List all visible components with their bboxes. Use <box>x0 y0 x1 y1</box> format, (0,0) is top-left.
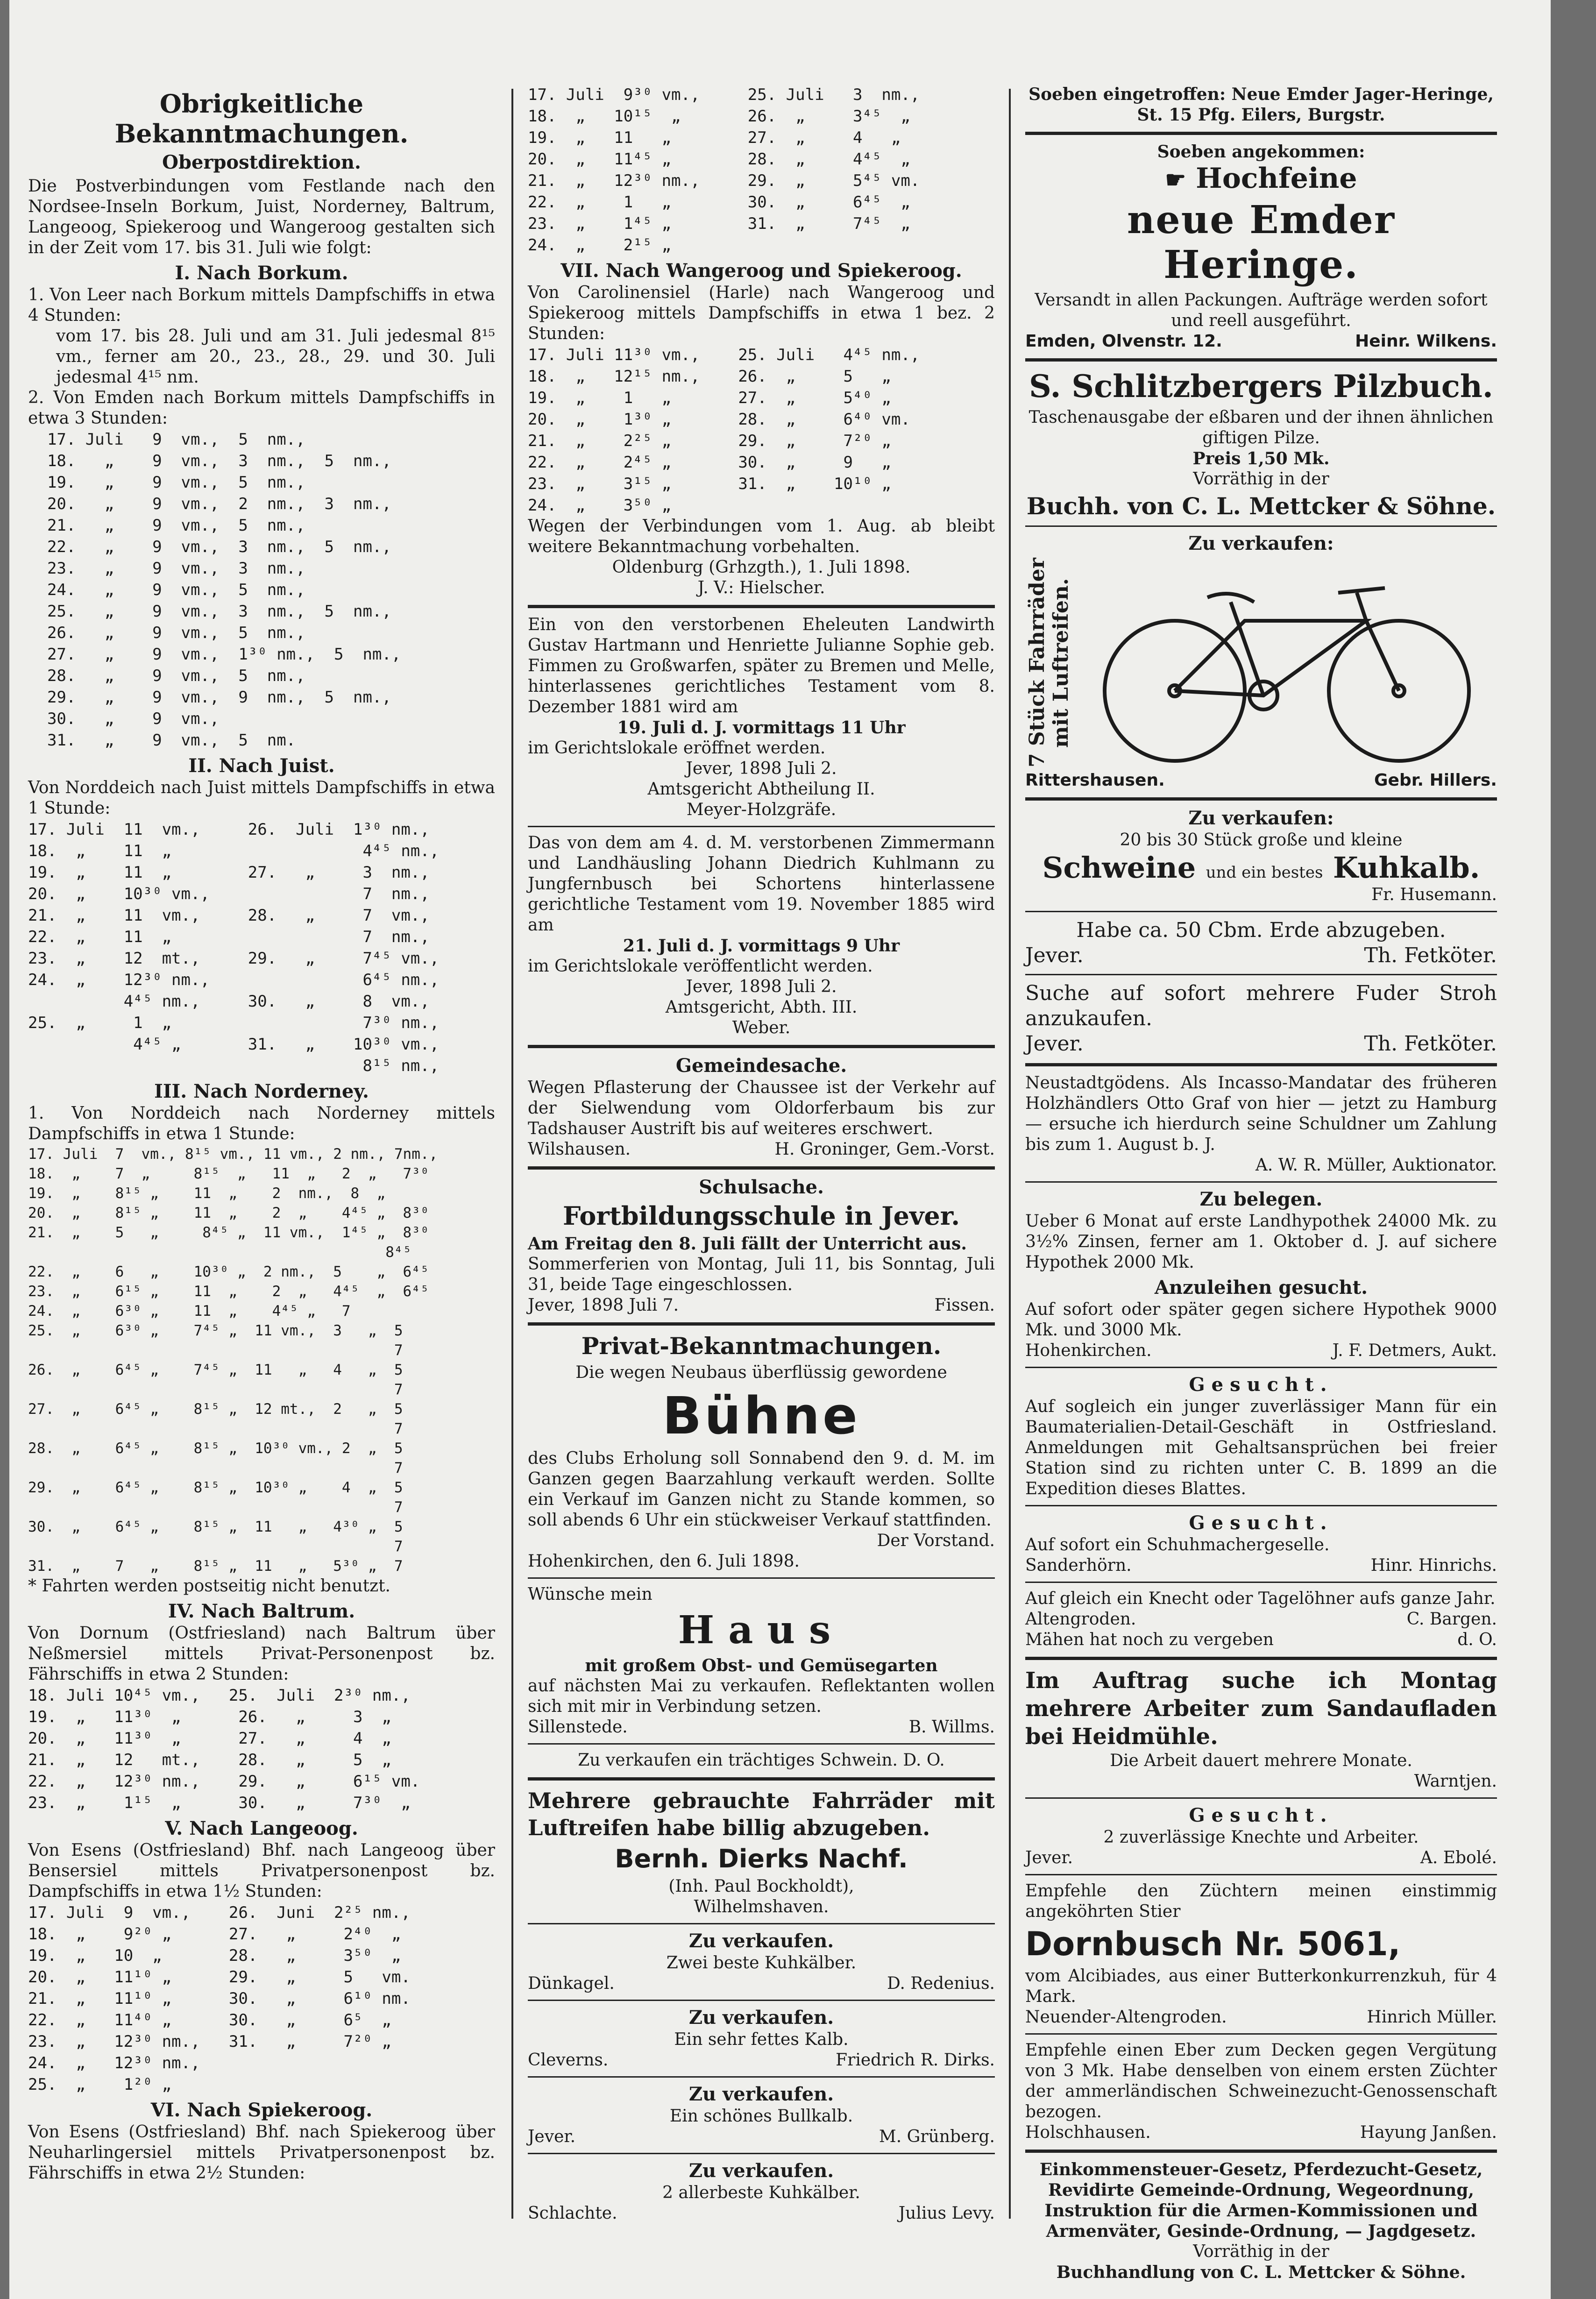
signature: Meyer-Holzgräfe. <box>686 800 837 819</box>
ad-headline: S. Schlitzbergers Pilzbuch. <box>1029 368 1493 404</box>
ad-text: Im Auftrag suche ich Montag mehrere Arbeiter zum Sandaufladen bei Heidmühle. <box>1025 1667 1497 1750</box>
route-text: Von Norddeich nach Juist mittels Dampfschiffs in etwa 1 Stunde: <box>28 778 495 818</box>
signature-row <box>528 2127 995 2147</box>
firm-owner: (Inh. Paul Bockholdt), <box>668 1877 854 1896</box>
signature-row <box>528 1717 995 1738</box>
signature-row <box>1025 331 1497 352</box>
ad-text: Taschenausgabe der eßbaren und der ihnen ähnlichen giftigen Pilze. <box>1029 408 1494 447</box>
route-text: Von Esens (Ostfriesland) Bhf. nach Langeoog über Bensersiel mittels Privatpersonenpost bz. Dampfschiffs in etwa 1½ Stunden: <box>28 1841 495 1901</box>
bicycle-ad <box>1025 555 1497 770</box>
court: Amtsgericht, Abth. III. <box>665 998 858 1017</box>
route-heading: V. Nach Langeoog. <box>165 1817 358 1839</box>
signature: Fr. Husemann. <box>1371 885 1497 904</box>
ad-text: 20 bis 30 Stück große und kleine <box>1120 830 1403 850</box>
ad-text: 2 allerbeste Kuhkälber. <box>662 2183 860 2202</box>
place: Neuender-Altengroden. <box>1025 2008 1227 2027</box>
notice-text: Ein von den verstorbenen Eheleuten Landwirth Gustav Hartmann und Henriette Julianne Sophie geb. Fimmen zu Großwarfen, später zu Bremen und Melle, hinterlassenes gerichtliches Testament vom 8. Dezember 1881 wird am <box>528 615 995 717</box>
ad-text: Die Arbeit dauert mehrere Monate. <box>1110 1751 1412 1770</box>
signature-row <box>528 2203 995 2224</box>
divider <box>528 1777 995 1781</box>
route-heading: III. Nach Norderney. <box>154 1080 369 1102</box>
divider <box>528 1923 995 1924</box>
signature: B. Willms. <box>908 1717 995 1737</box>
divider <box>528 1322 995 1326</box>
route-text: 1. Von Norddeich nach Norderney mittels Dampfschiffs in etwa 1 Stunde: <box>28 1104 495 1143</box>
divider <box>528 1577 995 1579</box>
notice-text: Sommerferien von Montag, Juli 11, bis Sonntag, Juli 31, beide Tage eingeschlossen. <box>528 1255 995 1294</box>
ad-heading: Zu verkaufen. <box>688 1930 834 1952</box>
ad-text: Habe ca. 50 Cbm. Erde abzugeben. <box>1076 918 1446 942</box>
ad-text: und ein bestes <box>1206 863 1323 882</box>
divider <box>1025 911 1497 912</box>
route-text: 1. Von Leer nach Borkum mittels Dampfschiffs in etwa 4 Stunden: <box>28 285 495 325</box>
place: Emden, Olvenstr. 12. <box>1025 332 1222 351</box>
divider <box>1025 132 1497 135</box>
schedule-table: 18. Juli 10⁴⁵ vm., 25. Juli 2³⁰ nm., 19. „ 11³⁰ „ 26. „ 3 „ 20. „ 11³⁰ „ 27. „ 4 „ 21. „ 12 mt., 28. „ 5 „ 22. „ 12³⁰ nm., 29. „ 6¹⁵ vm. 23. „ 1¹⁵ „ 30. „ 7³⁰ „ <box>28 1686 420 1812</box>
place-date: Jever, 1898 Juli 2. <box>686 977 837 996</box>
signature-row <box>1025 1031 1497 1057</box>
firm-name: Buchh. von C. L. Mettcker & Söhne. <box>1026 492 1496 520</box>
signature: Heinr. Wilkens. <box>1355 332 1497 351</box>
route-text: 2. Von Emden nach Borkum mittels Dampfschiffs in etwa 3 Stunden: <box>28 388 495 428</box>
place: Hohenkirchen. <box>1025 1341 1152 1360</box>
route-text: Von Carolinensiel (Harle) nach Wangeroog und Spiekeroog mittels Dampfschiffs in etwa 1 bez. 2 Stunden: <box>528 283 995 343</box>
notice-date: 19. Juli d. J. vormittags 11 Uhr <box>617 718 906 738</box>
place: Rittershausen. <box>1025 771 1165 790</box>
place: Jever. <box>1025 1032 1084 1056</box>
schedule-table: 17. Juli 9 vm., 5 nm., 18. „ 9 vm., 3 nm., 5 nm., 19. „ 9 vm., 5 nm., 20. „ 9 vm., 2 nm., 3 nm., 21. „ 9 vm., 5 nm., 22. „ 9 vm., 3 nm., 5 nm., 23. „ 9 vm., 3 nm., 24. „ 9 vm., 5 nm., 25. „ 9 vm., 3 nm., 5 nm., 26. „ 9 vm., 5 nm., 27. „ 9 vm., 1³⁰ nm., 5 nm., 28. „ 9 vm., 5 nm., 29. „ 9 vm., 9 nm., 5 nm., 30. „ 9 vm., 31. „ 9 vm., 5 nm. <box>47 430 401 750</box>
divider <box>528 2076 995 2078</box>
ad-text: Zu verkaufen ein trächtiges Schwein. D. O. <box>578 1751 945 1770</box>
schedule-table: 17. Juli 9 vm., 26. Juni 2²⁵ nm., 18. „ 9²⁰ „ 27. „ 2⁴⁰ „ 19. „ 10 „ 28. „ 3⁵⁰ „ 20. „ 11¹⁰ „ 29. „ 5 vm. 21. „ 11¹⁰ „ 30. „ 6¹⁰ nm. 22. „ 11⁴⁰ „ 30. „ 6⁵ „ 23. „ 12³⁰ nm., 31. „ 7²⁰ „ 24. „ 12³⁰ nm., 25. „ 1²⁰ „ <box>28 1903 411 2094</box>
route-heading: VI. Nach Spiekeroog. <box>150 2099 373 2121</box>
signature: J. V.: Hielscher. <box>697 578 825 597</box>
ad-text: Zwei beste Kuhkälber. <box>666 1953 857 1973</box>
ad-headline: neue Emder Heringe. <box>1127 198 1396 287</box>
place: Sillenstede. <box>528 1717 628 1737</box>
divider <box>1025 1181 1497 1183</box>
divider <box>528 1743 995 1745</box>
schedule-table: 17. Juli 11³⁰ vm., 25. Juli 4⁴⁵ nm., 18. „ 12¹⁵ nm., 26. „ 5 „ 19. „ 1 „ 27. „ 5⁴⁰ „ 20. „ 1³⁰ „ 28. „ 6⁴⁰ vm. 21. „ 2²⁵ „ 29. „ 7²⁰ „ 22. „ 2⁴⁵ „ 30. „ 9 „ 23. „ 3¹⁵ „ 31. „ 10¹⁰ „ 24. „ 3⁵⁰ „ <box>528 346 920 515</box>
notice-text: Das von dem am 4. d. M. verstorbenen Zimmermann und Landhäusling Johann Diedrich Kuhlmann zu Jungfernbusch bei Schortens hinterlassene gerichtliche Testament vom 19. November 1885 wird am <box>528 833 995 935</box>
signature: H. Groninger, Gem.-Vorst. <box>774 1140 995 1159</box>
ad-text: Mähen hat noch zu vergeben <box>1025 1630 1274 1649</box>
signature: Julius Levy. <box>898 2204 995 2223</box>
ad-text: Auf sogleich ein junger zuverlässiger Mann für ein Baumaterialien-Detail-Geschäft in Ostfriesland. Anmeldungen mit Gehaltsansprüchen bei freier Station sind zu richten unter C. B. 1899 an die Expedition dieses Blattes. <box>1025 1397 1497 1498</box>
route-heading: I. Nach Borkum. <box>175 262 348 284</box>
ad-heading: Gesucht. <box>1189 1512 1334 1534</box>
divider <box>1025 2150 1497 2153</box>
signature: D. Redenius. <box>887 1974 995 1993</box>
notice-text: Am Freitag den 8. Juli fällt der Unterricht aus. <box>528 1234 967 1254</box>
ad-heading: Gesucht. <box>1189 1374 1334 1396</box>
ad-heading: Zu verkaufen. <box>688 2007 834 2029</box>
ad-headline-row <box>1025 851 1497 885</box>
divider <box>528 2000 995 2001</box>
ad-text: vom Alcibiades, aus einer Butterkonkurrenzkuh, für 4 Mark. <box>1025 1966 1497 2006</box>
notice-text: im Gerichtslokale veröffentlicht werden. <box>528 957 873 976</box>
signature-row <box>1025 770 1497 791</box>
place: Cleverns. <box>528 2051 609 2070</box>
court: Amtsgericht Abtheilung II. <box>647 780 875 799</box>
school-heading: Fortbildungsschule in Jever. <box>563 1201 960 1231</box>
divider <box>1025 1505 1497 1506</box>
ad-text: auf nächsten Mai zu verkaufen. Reflektanten wollen sich mit mir in Verbindung setzen. <box>528 1676 995 1716</box>
place: Jever. <box>1025 1848 1073 1867</box>
ad-headline: Bühne <box>662 1386 860 1446</box>
place: Holschhausen. <box>1025 2123 1151 2142</box>
signature: J. F. Detmers, Aukt. <box>1332 1341 1497 1360</box>
route-heading: IV. Nach Baltrum. <box>168 1600 355 1622</box>
signature: Der Vorstand. <box>877 1531 995 1550</box>
route-times: vom 17. bis 28. Juli und am 31. Juli jedesmal 8¹⁵ vm., ferner am 20., 23., 28., 29. und 30. Juli jedesmal 4¹⁵ nm. <box>56 326 495 387</box>
ad-text: Vorräthig in der <box>1193 2242 1329 2261</box>
signature: A. Ebolé. <box>1420 1848 1497 1867</box>
firm-name: Bernh. Dierks Nachf. <box>615 1844 908 1873</box>
intro-text: Die Postverbindungen vom Festlande nach den Nordsee-Inseln Borkum, Juist, Norderney, Baltrum, Langeoog, Spiekeroog und Wangeroog gestalten sich in der Zeit vom 17. bis 31. Juli wie folgt: <box>28 177 495 257</box>
ad-heading: Zu verkaufen: <box>1188 807 1334 829</box>
signature-row <box>528 2050 995 2071</box>
divider <box>528 2153 995 2154</box>
divider <box>1025 2033 1497 2035</box>
column-rule-1 <box>511 89 513 2219</box>
place: Dünkagel. <box>528 1974 615 1993</box>
authority-heading: Oberpostdirektion. <box>162 151 361 173</box>
ad-text: Empfehle den Züchtern meinen einstimmig angeköhrten Stier <box>1025 1881 1497 1921</box>
signature: M. Grünberg. <box>879 2127 995 2146</box>
ad-text: Soeben angekommen: <box>1157 142 1365 162</box>
ad-heading: Zu belegen. <box>1199 1188 1323 1210</box>
route-heading: VII. Nach Wangeroog und Spiekeroog. <box>560 260 962 282</box>
notice-heading: Schulsache. <box>699 1176 824 1198</box>
signature: Friedrich R. Dirks. <box>836 2051 995 2070</box>
ad-headline-row <box>1025 162 1497 195</box>
ad-text: Ueber 6 Monat auf erste Landhypothek 24000 Mk. zu 3½% Zinsen, ferner am 1. Oktober d. J. auf sichere Hypothek 2000 Mk. <box>1025 1212 1497 1272</box>
signature-row <box>528 1139 995 1160</box>
ad-headline: Dornbusch Nr. 5061, <box>1025 1925 1401 1963</box>
divider <box>1025 358 1497 362</box>
divider <box>528 605 995 608</box>
place: Sanderhörn. <box>1025 1556 1132 1575</box>
ad-heading: Gesucht. <box>1189 1804 1334 1826</box>
place-date: Jever, 1898 Juli 7. <box>528 1296 679 1315</box>
place: Jever. <box>528 2127 576 2146</box>
signature-row <box>1025 1341 1497 1361</box>
signature: Weber. <box>732 1018 791 1037</box>
divider <box>1025 1367 1497 1368</box>
schedule-table: 17. Juli 7 vm., 8¹⁵ vm., 11 vm., 2 nm., 7nm., 18. „ 7 „ 8¹⁵ „ 11 „ 2 „ 7³⁰ 19. „ 8¹⁵ „ 11 „ 2 nm., 8 „ 20. „ 8¹⁵ „ 11 „ 2 „ 4⁴⁵ „ 8³⁰ 21. „ 5 „ 8⁴⁵ „ 11 vm., 1⁴⁵ „ 8³⁰ 8⁴⁵ 22. „ 6 „ 10³⁰ „ 2 nm., 5 „ 6⁴⁵ 23. „ 6¹⁵ „ 11 „ 2 „ 4⁴⁵ „ 6⁴⁵ 24. „ 6³⁰ „ 11 „ 4⁴⁵ „ 7 25. „ 6³⁰ „ 7⁴⁵ „ 11 vm., 3 „ 5 7 26. „ 6⁴⁵ „ 7⁴⁵ „ 11 „ 4 „ 5 7 27. „ 6⁴⁵ „ 8¹⁵ „ 12 mt., 2 „ 5 7 28. „ 6⁴⁵ „ 8¹⁵ „ 10³⁰ vm., 2 „ 5 7 29. „ 6⁴⁵ „ 8¹⁵ „ 10³⁰ „ 4 „ 5 7 30. „ 6⁴⁵ „ 8¹⁵ „ 11 „ 4³⁰ „ 5 7 31. „ 7 „ 8¹⁵ „ 11 „ 5³⁰ „ 7 <box>28 1146 438 1575</box>
ad-heading: Zu verkaufen. <box>688 2160 834 2182</box>
schedule-table: 17. Juli 11 vm., 26. Juli 1³⁰ nm., 18. „ 11 „ 4⁴⁵ nm., 19. „ 11 „ 27. „ 3 nm., 20. „ 10³⁰ vm., 7 nm., 21. „ 11 vm., 28. „ 7 vm., 22. „ 11 „ 7 nm., 23. „ 12 mt., 29. „ 7⁴⁵ vm., 24. „ 12³⁰ nm., 6⁴⁵ nm., 4⁴⁵ nm., 30. „ 8 vm., 25. „ 1 „ 7³⁰ nm., 4⁴⁵ „ 31. „ 10³⁰ vm., 8¹⁵ nm., <box>28 820 440 1075</box>
column-official-notices <box>28 84 495 2256</box>
newspaper-page <box>9 0 1551 2299</box>
place: Wilshausen. <box>528 1140 631 1159</box>
price: Preis 1,50 Mk. <box>1192 449 1330 468</box>
divider <box>1025 525 1497 527</box>
divider <box>528 1045 995 1048</box>
column-advertisements <box>1025 84 1497 2282</box>
divider <box>1025 974 1497 975</box>
place-date: Jever, 1898 Juli 2. <box>686 759 837 778</box>
ad-text: Einkommensteuer-Gesetz, Pferdezucht-Gesetz, Revidirte Gemeinde-Ordnung, Wegeordnung, Instruktion für die Armen-Kommissionen und Armenväter, Gesinde-Ordnung, — Jagdgesetz. <box>1039 2160 1483 2241</box>
column-notices-ads <box>528 84 995 2256</box>
signature-row <box>528 1973 995 1994</box>
signature: d. O. <box>1457 1630 1497 1649</box>
ad-text: Auf gleich ein Knecht oder Tagelöhner aufs ganze Jahr. <box>1025 1589 1496 1608</box>
place: Jever. <box>1025 944 1084 967</box>
ad-text: Ein schönes Bullkalb. <box>669 2107 853 2126</box>
ad-text: Empfehle einen Eber zum Decken gegen Vergütung von 3 Mk. Habe denselben von einem ersten Züchter der ammerländischen Schweinezucht-Genossenschaft bezogen. <box>1025 2041 1497 2122</box>
ad-headline: Haus <box>678 1608 845 1653</box>
route-text: Von Esens (Ostfriesland) Bhf. nach Spiekeroog über Neuharlingersiel mittels Privatpersonenpost bz. Fährschiffs in etwa 2½ Stunden: <box>28 2122 495 2183</box>
signature-row <box>1025 943 1497 968</box>
ad-text: Soeben eingetroffen: Neue Emder Jager-Heringe, St. 15 Pfg. Eilers, Burgstr. <box>1029 85 1494 125</box>
place: Altengroden. <box>1025 1610 1136 1629</box>
signature: Th. Fetköter. <box>1364 944 1497 967</box>
notice-date: 21. Juli d. J. vormittags 9 Uhr <box>623 936 900 956</box>
ad-text: Vorräthig in der <box>1193 469 1329 489</box>
ad-text: Suche auf sofort mehrere Fuder Stroh anzukaufen. <box>1025 981 1497 1030</box>
signature: Fissen. <box>934 1296 995 1315</box>
signature-row <box>1025 1555 1497 1576</box>
ad-text: Versandt in allen Packungen. Aufträge werden sofort und reell ausgeführt. <box>1035 291 1488 330</box>
ad-heading: Zu verkaufen. <box>688 2083 834 2105</box>
signature: Th. Fetköter. <box>1364 1032 1497 1056</box>
divider <box>1025 1874 1497 1875</box>
place: Wilhelmshaven. <box>694 1897 829 1916</box>
notice-text: im Gerichtslokale eröffnet werden. <box>528 738 826 758</box>
divider <box>1025 797 1497 801</box>
schedule-table: 17. Juli 9³⁰ vm., 25. Juli 3 nm., 18. „ 10¹⁵ „ 26. „ 3⁴⁵ „ 19. „ 11 „ 27. „ 4 „ 20. „ 11⁴⁵ „ 28. „ 4⁴⁵ „ 21. „ 12³⁰ nm., 29. „ 5⁴⁵ vm. 22. „ 1 „ 30. „ 6⁴⁵ „ 23. „ 1⁴⁵ „ 31. „ 7⁴⁵ „ 24. „ 2¹⁵ „ <box>528 85 920 255</box>
notice-text: Wegen Pflasterung der Chaussee ist der Verkehr auf der Sielwendung vom Oldorferbaum bis zur Tadshauser Austrift bis auf weiteres erschwert. <box>528 1078 995 1138</box>
signature: Gebr. Hillers. <box>1374 771 1497 790</box>
ad-headline: Kuhkalb. <box>1333 851 1480 885</box>
route-text: Von Dornum (Ostfriesland) nach Baltrum über Neßmersiel mittels Privat-Personenpost bz. Fährschiffs in etwa 2 Stunden: <box>28 1624 495 1684</box>
ad-text: Die wegen Neubaus überflüssig gewordene <box>575 1363 947 1382</box>
ad-text: Auf sofort oder später gegen sichere Hypothek 9000 Mk. und 3000 Mk. <box>1025 1300 1497 1340</box>
ad-text: Mehrere gebrauchte Fahrräder mit Luftreifen habe billig abzugeben. <box>528 1788 995 1840</box>
signature-row <box>1025 1848 1497 1868</box>
schedule-note: * Fahrten werden postseitig nicht benutzt. <box>28 1576 390 1596</box>
ad-text: Ein sehr fettes Kalb. <box>674 2030 849 2049</box>
pointing-hand-icon: ☛ <box>1165 166 1186 193</box>
ad-text: Neustadtgödens. Als Incasso-Mandatar des früheren Holzhändlers Otto Graf von hier — jetzt zu Hamburg — ersuche ich hierdurch seine Schuldner um Zahlung bis zum 1. August b. J. <box>1025 1073 1497 1154</box>
signature: A. W. R. Müller, Auktionator. <box>1255 1156 1497 1175</box>
ad-text: Auf sofort ein Schuhmachergeselle. <box>1025 1535 1330 1554</box>
ad-side-text: 7 Stück Fahrräder mit Luftreifen. <box>1025 558 1073 768</box>
ad-subline: mit großem Obst- und Gemüsegarten <box>585 1656 938 1675</box>
signature-row <box>1025 2122 1497 2143</box>
ad-text: Wünsche mein <box>528 1585 653 1604</box>
place-date: Hohenkirchen, den 6. Juli 1898. <box>528 1552 800 1571</box>
signature: Hayung Janßen. <box>1360 2123 1497 2142</box>
ad-heading: Anzuleihen gesucht. <box>1154 1277 1368 1299</box>
signature: Warntjen. <box>1414 1772 1497 1791</box>
schedule-note: Wegen der Verbindungen vom 1. Aug. ab bleibt weitere Bekanntmachung vorbehalten. <box>528 517 995 556</box>
column-rule-2 <box>1009 89 1011 2219</box>
divider <box>528 826 995 827</box>
bicycle-illustration <box>1077 560 1488 766</box>
signature: Hinr. Hinrichs. <box>1370 1556 1497 1575</box>
signature-row <box>1025 2007 1497 2028</box>
place: Schlachte. <box>528 2204 617 2223</box>
ad-text: 2 zuverlässige Knechte und Arbeiter. <box>1103 1828 1419 1847</box>
route-heading: II. Nach Juist. <box>188 755 335 777</box>
divider <box>528 1166 995 1170</box>
ad-headline: Schweine <box>1042 851 1196 885</box>
signature-row <box>1025 1630 1497 1650</box>
notice-heading: Gemeindesache. <box>675 1055 847 1077</box>
ad-text: des Clubs Erholung soll Sonnabend den 9. d. M. im Ganzen gegen Baarzahlung verkauft werden. Sollte ein Verkauf im Ganzen nicht zu Stande kommen, so soll abends 6 Uhr ein stückweiser Verkauf stattfinden. <box>528 1449 995 1530</box>
section-title: Privat-Bekanntmachungen. <box>581 1332 942 1360</box>
signature-row <box>528 1295 995 1316</box>
ad-headline: Hochfeine <box>1196 162 1357 195</box>
place-date: Oldenburg (Grhzgth.), 1. Juli 1898. <box>612 558 911 577</box>
firm-name: Buchhandlung von C. L. Mettcker & Söhne. <box>1056 2263 1466 2282</box>
divider <box>1025 1063 1497 1066</box>
divider <box>1025 1797 1497 1799</box>
section-title: Obrigkeitliche Bekanntmachungen. <box>114 89 409 149</box>
divider <box>1025 1582 1497 1583</box>
divider <box>1025 1657 1497 1660</box>
signature-row <box>1025 1609 1497 1630</box>
signature: C. Bargen. <box>1406 1610 1497 1629</box>
signature: Hinrich Müller. <box>1367 2008 1497 2027</box>
ad-heading: Zu verkaufen: <box>1188 532 1334 554</box>
